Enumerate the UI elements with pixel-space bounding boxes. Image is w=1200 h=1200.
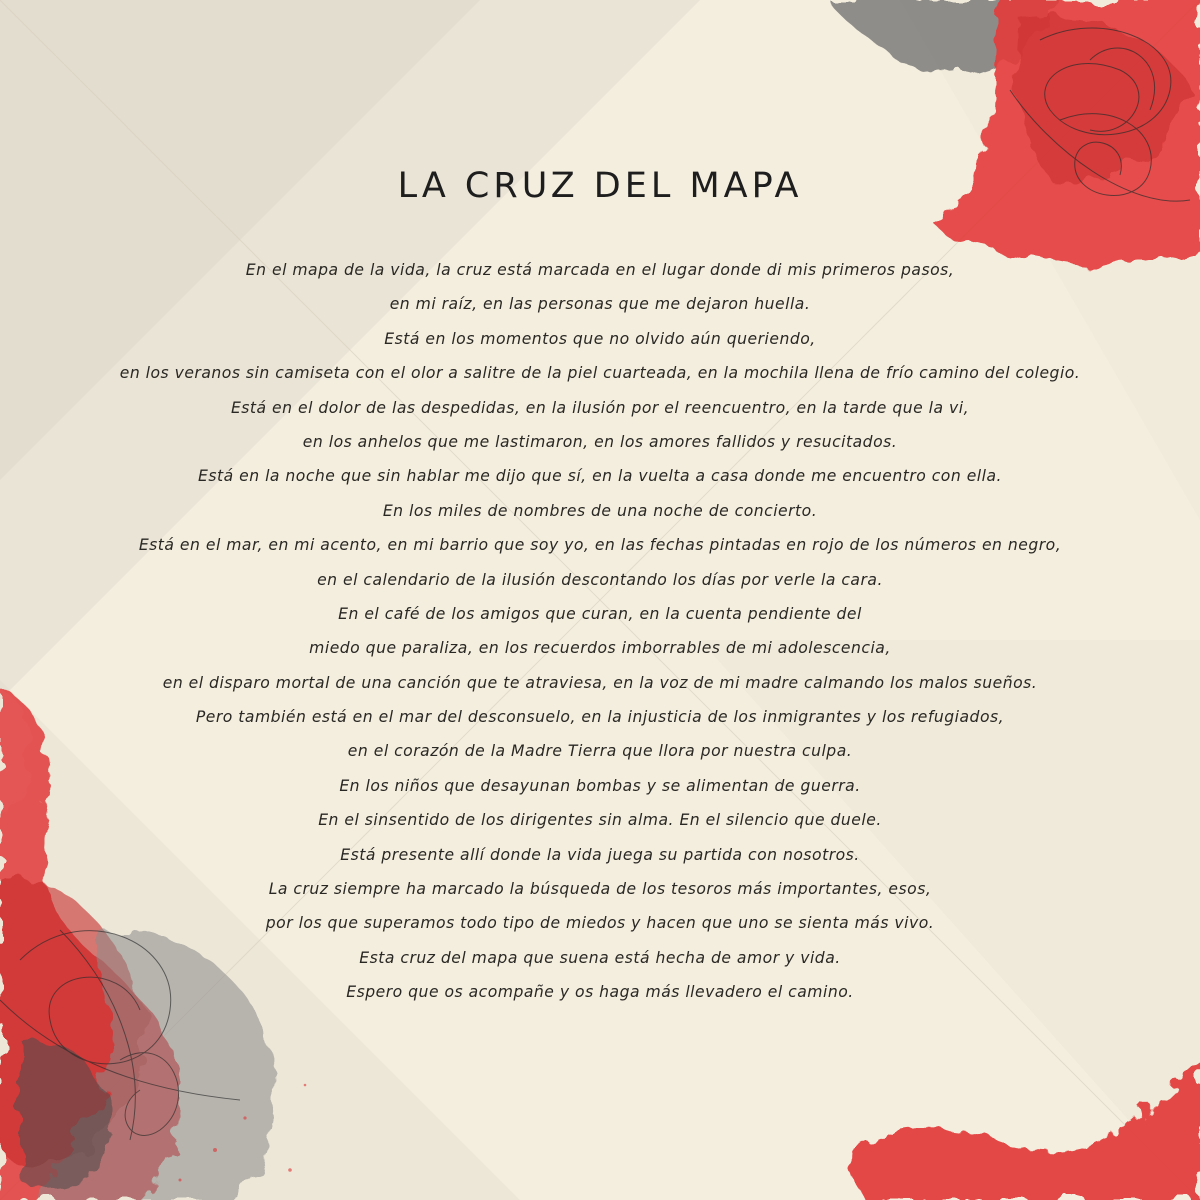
poem-line: por los que superamos todo tipo de miedos y hacen que uno se sienta más vivo. — [265, 914, 935, 933]
poem-title: LA CRUZ DEL MAPA — [397, 166, 803, 206]
poem-line: Pero también está en el mar del desconsuelo, en la injusticia de los inmigrantes y los refugiados, — [195, 708, 1005, 727]
poem-line: Está en el mar, en mi acento, en mi barrio que soy yo, en las fechas pintadas en rojo de los números en negro, — [138, 536, 1062, 555]
poem-line: en mi raíz, en las personas que me dejaron huella. — [389, 295, 811, 314]
poem-line: en el calendario de la ilusión descontando los días por verle la cara. — [317, 570, 883, 589]
poem-line: en los veranos sin camiseta con el olor a salitre de la piel cuarteada, en la mochila llena de frío camino del colegio. — [119, 364, 1081, 383]
poem-line: En el mapa de la vida, la cruz está marcada en el lugar donde di mis primeros pasos, — [245, 261, 955, 279]
poem-line: Está en el dolor de las despedidas, en la ilusión por el reencuentro, en la tarde que la vi, — [230, 398, 970, 417]
poem-line: Está presente allí donde la vida juega su partida con nosotros. — [340, 845, 860, 864]
poem-line: en los anhelos que me lastimaron, en los amores fallidos y resucitados. — [302, 432, 898, 451]
poem-line: En el sinsentido de los dirigentes sin alma. En el silencio que duele. — [318, 811, 882, 830]
poem-line: La cruz siempre ha marcado la búsqueda de los tesoros más importantes, esos, — [268, 880, 932, 899]
poem-line: Está en la noche que sin hablar me dijo que sí, en la vuelta a casa donde me encuentro con ella. — [198, 467, 1002, 486]
poem-body — [40, 253, 1160, 1010]
poem-line: miedo que paraliza, en los recuerdos imborrables de mi adolescencia, — [309, 639, 891, 658]
poem-line: En los niños que desayunan bombas y se alimentan de guerra. — [339, 776, 861, 795]
poem-line: En los miles de nombres de una noche de concierto. — [382, 501, 818, 520]
poem-line: Está en los momentos que no olvido aún queriendo, — [384, 329, 816, 348]
poem-line: Espero que os acompañe y os haga más llevadero el camino. — [346, 983, 854, 1002]
poem-line: En el café de los amigos que curan, en la cuenta pendiente del — [338, 604, 862, 623]
poem-line: Esta cruz del mapa que suena está hecha de amor y vida. — [359, 948, 841, 967]
poem-line: en el disparo mortal de una canción que te atraviesa, en la voz de mi madre calmando los malos sueños. — [162, 673, 1038, 692]
poem-line: en el corazón de la Madre Tierra que llora por nuestra culpa. — [347, 742, 853, 761]
